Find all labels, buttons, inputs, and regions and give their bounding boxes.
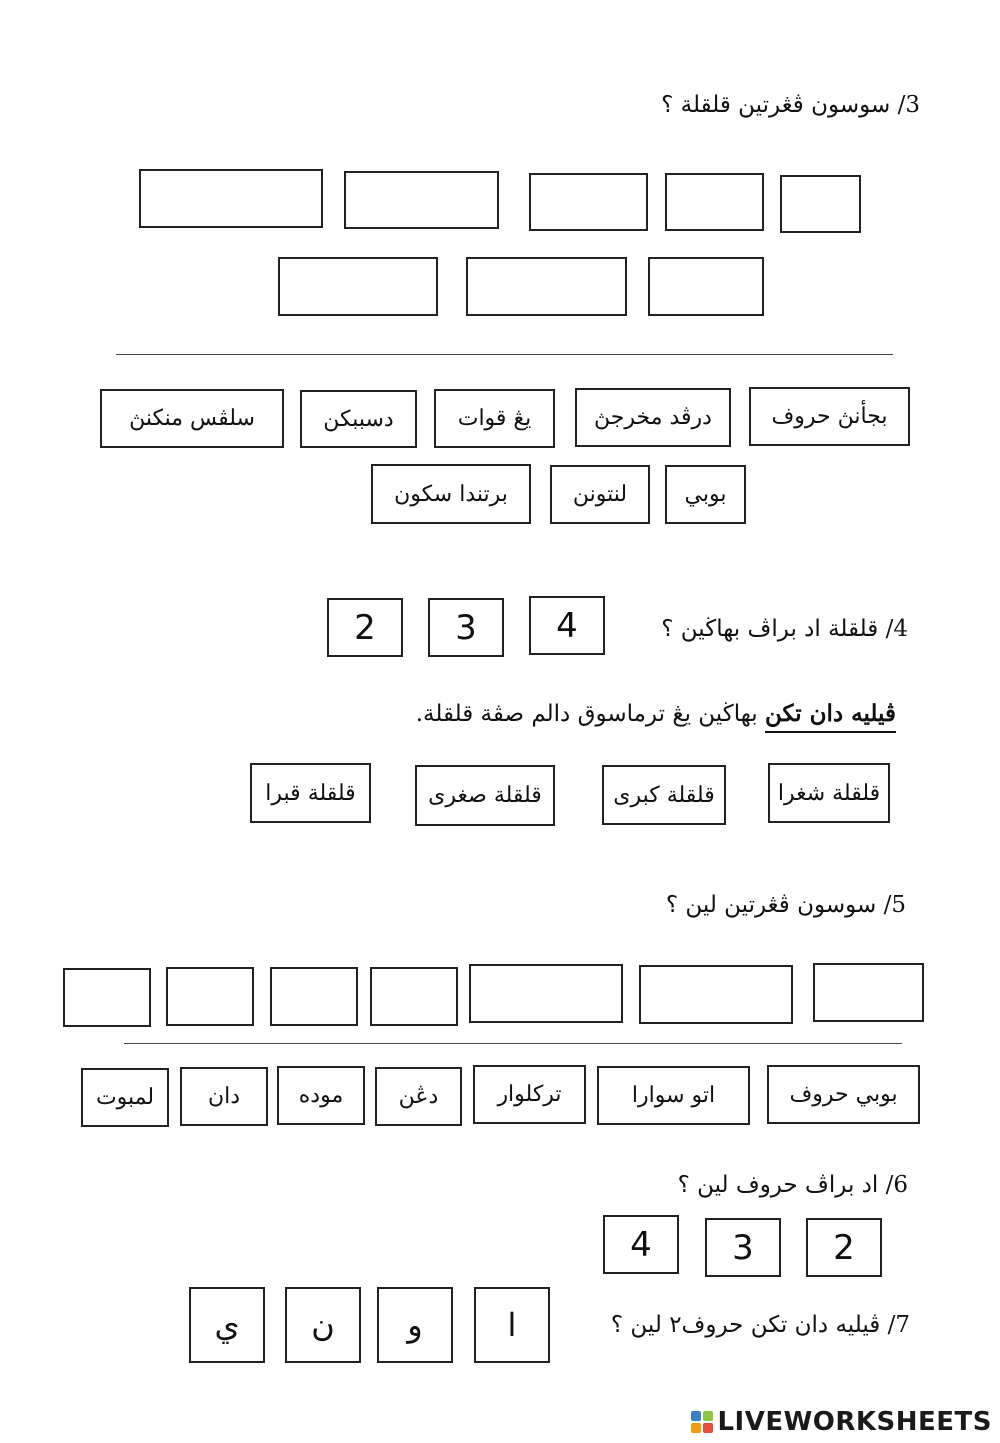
answer-slot[interactable] bbox=[139, 169, 323, 228]
answer-slot[interactable] bbox=[166, 967, 254, 1026]
letter-ya[interactable]: ي bbox=[189, 1287, 265, 1363]
letter-nun[interactable]: ن bbox=[285, 1287, 361, 1363]
divider bbox=[124, 1043, 902, 1044]
word-card[interactable]: يڠ قوات bbox=[434, 389, 555, 448]
word-card[interactable]: ترکلوار bbox=[473, 1065, 586, 1124]
question-6-label: 6/ اد براڤ حروف لين ؟ bbox=[677, 1172, 908, 1198]
answer-slot[interactable] bbox=[469, 964, 623, 1023]
option-2[interactable]: 2 bbox=[806, 1218, 882, 1277]
word-card[interactable]: بجأنڽ حروف bbox=[749, 387, 910, 446]
instruction-text bbox=[416, 700, 896, 727]
word-card[interactable]: قلقلة شغرا bbox=[768, 763, 890, 823]
answer-slot[interactable] bbox=[270, 967, 358, 1026]
word-card[interactable]: قلقلة صغرى bbox=[415, 765, 555, 826]
word-card[interactable]: لمبوت bbox=[81, 1068, 169, 1127]
question-3-label: 3/ سوسون ڤڠرتين قلقلة ؟ bbox=[661, 92, 920, 118]
word-card[interactable]: سلڤس منکنڽ bbox=[100, 389, 284, 448]
word-card[interactable]: قلقلة قبرا bbox=[250, 763, 371, 823]
answer-slot[interactable] bbox=[648, 257, 764, 316]
answer-slot[interactable] bbox=[813, 963, 924, 1022]
answer-slot[interactable] bbox=[344, 171, 499, 229]
instruction-bold: ڤيليه دان تکن bbox=[765, 700, 896, 733]
liveworksheets-logo-icon bbox=[691, 1411, 713, 1433]
word-card[interactable]: درڤد مخرجڽ bbox=[575, 388, 731, 447]
question-4-label: 4/ قلقلة اد براڤ بهاڬين ؟ bbox=[661, 616, 908, 642]
word-card[interactable]: بوبي bbox=[665, 465, 746, 524]
question-5-label: 5/ سوسون ڤڠرتين لين ؟ bbox=[665, 892, 906, 918]
letter-waw[interactable]: و bbox=[377, 1287, 453, 1363]
option-4[interactable]: 4 bbox=[603, 1215, 679, 1274]
answer-slot[interactable] bbox=[63, 968, 151, 1027]
word-card[interactable]: دسببکن bbox=[300, 390, 417, 448]
answer-slot[interactable] bbox=[665, 173, 764, 231]
footer-brand[interactable] bbox=[691, 1407, 992, 1437]
word-card[interactable]: دڠن bbox=[375, 1067, 462, 1126]
option-4[interactable]: 4 bbox=[529, 596, 605, 655]
answer-slot[interactable] bbox=[466, 257, 627, 316]
letter-alif[interactable]: ا bbox=[474, 1287, 550, 1363]
divider bbox=[116, 354, 893, 355]
word-card[interactable]: برتندا سکون bbox=[371, 464, 531, 524]
answer-slot[interactable] bbox=[529, 173, 648, 231]
answer-slot[interactable] bbox=[639, 965, 793, 1024]
answer-slot[interactable] bbox=[370, 967, 458, 1026]
instruction-rest: بهاڬين يڠ ترماسوق دالم صڤة قلقلة. bbox=[415, 701, 758, 727]
word-card[interactable]: اتو سوارا bbox=[597, 1066, 750, 1125]
option-3[interactable]: 3 bbox=[428, 598, 504, 657]
word-card[interactable]: دان bbox=[180, 1067, 268, 1126]
option-3[interactable]: 3 bbox=[705, 1218, 781, 1277]
word-card[interactable]: لنتونن bbox=[550, 465, 650, 524]
answer-slot[interactable] bbox=[278, 257, 438, 316]
word-card[interactable]: موده bbox=[277, 1066, 365, 1125]
word-card[interactable]: قلقلة کبرى bbox=[602, 765, 726, 825]
question-7-label: 7/ ڤيليه دان تکن حروف٢ لين ؟ bbox=[610, 1312, 910, 1338]
brand-text: LIVEWORKSHEETS bbox=[717, 1407, 992, 1437]
word-card[interactable]: بوبي حروف bbox=[767, 1065, 920, 1124]
answer-slot[interactable] bbox=[780, 175, 861, 233]
option-2[interactable]: 2 bbox=[327, 598, 403, 657]
